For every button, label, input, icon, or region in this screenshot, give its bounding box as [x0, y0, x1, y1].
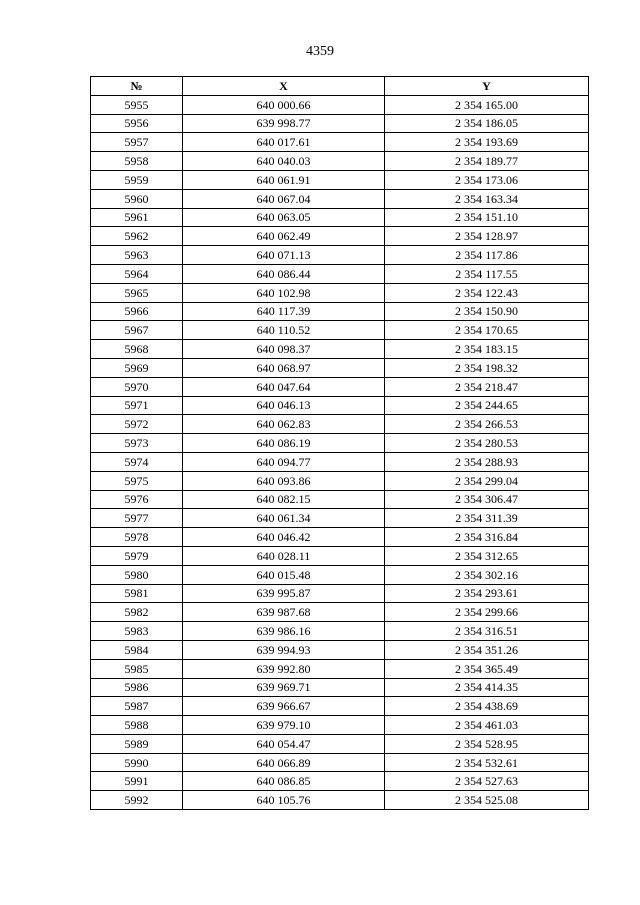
table-row	[91, 152, 589, 171]
table-row	[91, 283, 589, 302]
table-row	[91, 264, 589, 283]
cell-x: 640 000.66	[183, 95, 385, 114]
table-row	[91, 584, 589, 603]
cell-number: 5979	[91, 546, 183, 565]
cell-y: 2 354 183.15	[385, 340, 589, 359]
cell-number: 5962	[91, 227, 183, 246]
cell-number: 5992	[91, 791, 183, 810]
table-row	[91, 509, 589, 528]
table-row	[91, 565, 589, 584]
cell-number: 5984	[91, 640, 183, 659]
cell-number: 5971	[91, 396, 183, 415]
cell-number: 5989	[91, 734, 183, 753]
cell-x: 639 995.87	[183, 584, 385, 603]
cell-x: 640 105.76	[183, 791, 385, 810]
cell-number: 5960	[91, 189, 183, 208]
cell-y: 2 354 311.39	[385, 509, 589, 528]
cell-x: 640 046.42	[183, 528, 385, 547]
table-row	[91, 95, 589, 114]
cell-x: 639 966.67	[183, 697, 385, 716]
table-row	[91, 772, 589, 791]
cell-y: 2 354 128.97	[385, 227, 589, 246]
page-number: 4359	[306, 44, 334, 59]
cell-y: 2 354 198.32	[385, 358, 589, 377]
cell-x: 640 040.03	[183, 152, 385, 171]
cell-x: 640 015.48	[183, 565, 385, 584]
cell-x: 640 110.52	[183, 321, 385, 340]
cell-y: 2 354 306.47	[385, 490, 589, 509]
cell-number: 5991	[91, 772, 183, 791]
cell-y: 2 354 189.77	[385, 152, 589, 171]
cell-x: 640 067.04	[183, 189, 385, 208]
table-row	[91, 791, 589, 810]
table-row	[91, 622, 589, 641]
cell-y: 2 354 302.16	[385, 565, 589, 584]
table-row	[91, 340, 589, 359]
cell-x: 639 998.77	[183, 114, 385, 133]
cell-x: 640 047.64	[183, 377, 385, 396]
table-row	[91, 452, 589, 471]
cell-number: 5957	[91, 133, 183, 152]
cell-x: 640 082.15	[183, 490, 385, 509]
cell-number: 5976	[91, 490, 183, 509]
cell-y: 2 354 280.53	[385, 434, 589, 453]
cell-y: 2 354 163.34	[385, 189, 589, 208]
cell-x: 640 063.05	[183, 208, 385, 227]
table-row	[91, 546, 589, 565]
cell-y: 2 354 193.69	[385, 133, 589, 152]
cell-x: 640 098.37	[183, 340, 385, 359]
cell-number: 5959	[91, 170, 183, 189]
cell-y: 2 354 165.00	[385, 95, 589, 114]
cell-x: 640 061.91	[183, 170, 385, 189]
cell-y: 2 354 266.53	[385, 415, 589, 434]
cell-number: 5986	[91, 678, 183, 697]
header-x: X	[183, 77, 385, 96]
cell-x: 639 994.93	[183, 640, 385, 659]
cell-x: 639 986.16	[183, 622, 385, 641]
cell-x: 639 979.10	[183, 716, 385, 735]
table-header	[91, 77, 589, 96]
cell-y: 2 354 186.05	[385, 114, 589, 133]
cell-y: 2 354 293.61	[385, 584, 589, 603]
cell-x: 640 046.13	[183, 396, 385, 415]
cell-y: 2 354 527.63	[385, 772, 589, 791]
cell-number: 5956	[91, 114, 183, 133]
header-y: Y	[385, 77, 589, 96]
cell-y: 2 354 365.49	[385, 659, 589, 678]
cell-y: 2 354 316.51	[385, 622, 589, 641]
cell-number: 5964	[91, 264, 183, 283]
cell-x: 639 992.80	[183, 659, 385, 678]
table-row	[91, 302, 589, 321]
table-row	[91, 189, 589, 208]
cell-number: 5980	[91, 565, 183, 584]
table-row	[91, 753, 589, 772]
cell-x: 640 017.61	[183, 133, 385, 152]
cell-number: 5981	[91, 584, 183, 603]
cell-y: 2 354 528.95	[385, 734, 589, 753]
table-row	[91, 471, 589, 490]
header-number: №	[91, 77, 183, 96]
cell-number: 5975	[91, 471, 183, 490]
cell-x: 640 086.19	[183, 434, 385, 453]
cell-x: 640 066.89	[183, 753, 385, 772]
cell-number: 5966	[91, 302, 183, 321]
coordinates-table	[90, 76, 589, 810]
cell-number: 5968	[91, 340, 183, 359]
table-row	[91, 114, 589, 133]
cell-number: 5990	[91, 753, 183, 772]
cell-number: 5970	[91, 377, 183, 396]
cell-number: 5963	[91, 246, 183, 265]
cell-number: 5974	[91, 452, 183, 471]
cell-number: 5983	[91, 622, 183, 641]
cell-number: 5969	[91, 358, 183, 377]
cell-y: 2 354 312.65	[385, 546, 589, 565]
table-row	[91, 697, 589, 716]
cell-number: 5958	[91, 152, 183, 171]
cell-y: 2 354 288.93	[385, 452, 589, 471]
table-row	[91, 170, 589, 189]
table-row	[91, 396, 589, 415]
cell-y: 2 354 299.04	[385, 471, 589, 490]
cell-y: 2 354 173.06	[385, 170, 589, 189]
cell-x: 640 086.44	[183, 264, 385, 283]
table-row	[91, 490, 589, 509]
cell-y: 2 354 170.65	[385, 321, 589, 340]
cell-x: 640 062.83	[183, 415, 385, 434]
cell-x: 640 071.13	[183, 246, 385, 265]
cell-number: 5985	[91, 659, 183, 678]
table-row	[91, 358, 589, 377]
cell-number: 5955	[91, 95, 183, 114]
header-row	[91, 77, 589, 96]
table-row	[91, 415, 589, 434]
cell-y: 2 354 525.08	[385, 791, 589, 810]
cell-number: 5965	[91, 283, 183, 302]
table-row	[91, 659, 589, 678]
table-row	[91, 321, 589, 340]
table-row	[91, 208, 589, 227]
cell-x: 640 117.39	[183, 302, 385, 321]
cell-x: 640 068.97	[183, 358, 385, 377]
table-row	[91, 227, 589, 246]
cell-y: 2 354 438.69	[385, 697, 589, 716]
cell-y: 2 354 532.61	[385, 753, 589, 772]
table-row	[91, 734, 589, 753]
cell-y: 2 354 414.35	[385, 678, 589, 697]
table-row	[91, 528, 589, 547]
cell-x: 640 028.11	[183, 546, 385, 565]
table-row	[91, 716, 589, 735]
table-row	[91, 640, 589, 659]
table-row	[91, 603, 589, 622]
cell-y: 2 354 351.26	[385, 640, 589, 659]
cell-number: 5978	[91, 528, 183, 547]
cell-x: 640 102.98	[183, 283, 385, 302]
cell-y: 2 354 117.55	[385, 264, 589, 283]
cell-number: 5967	[91, 321, 183, 340]
cell-x: 640 062.49	[183, 227, 385, 246]
table-row	[91, 434, 589, 453]
cell-y: 2 354 218.47	[385, 377, 589, 396]
cell-y: 2 354 117.86	[385, 246, 589, 265]
cell-y: 2 354 316.84	[385, 528, 589, 547]
cell-x: 639 969.71	[183, 678, 385, 697]
cell-y: 2 354 122.43	[385, 283, 589, 302]
cell-y: 2 354 244.65	[385, 396, 589, 415]
cell-number: 5973	[91, 434, 183, 453]
table-row	[91, 377, 589, 396]
cell-y: 2 354 299.66	[385, 603, 589, 622]
cell-number: 5982	[91, 603, 183, 622]
table-row	[91, 133, 589, 152]
cell-number: 5977	[91, 509, 183, 528]
cell-y: 2 354 151.10	[385, 208, 589, 227]
table-row	[91, 678, 589, 697]
cell-y: 2 354 461.03	[385, 716, 589, 735]
cell-number: 5988	[91, 716, 183, 735]
cell-x: 640 061.34	[183, 509, 385, 528]
cell-x: 639 987.68	[183, 603, 385, 622]
cell-x: 640 086.85	[183, 772, 385, 791]
cell-y: 2 354 150.90	[385, 302, 589, 321]
cell-number: 5987	[91, 697, 183, 716]
cell-x: 640 093.86	[183, 471, 385, 490]
cell-x: 640 094.77	[183, 452, 385, 471]
cell-number: 5961	[91, 208, 183, 227]
cell-number: 5972	[91, 415, 183, 434]
table-row	[91, 246, 589, 265]
cell-x: 640 054.47	[183, 734, 385, 753]
table-body	[91, 95, 589, 809]
